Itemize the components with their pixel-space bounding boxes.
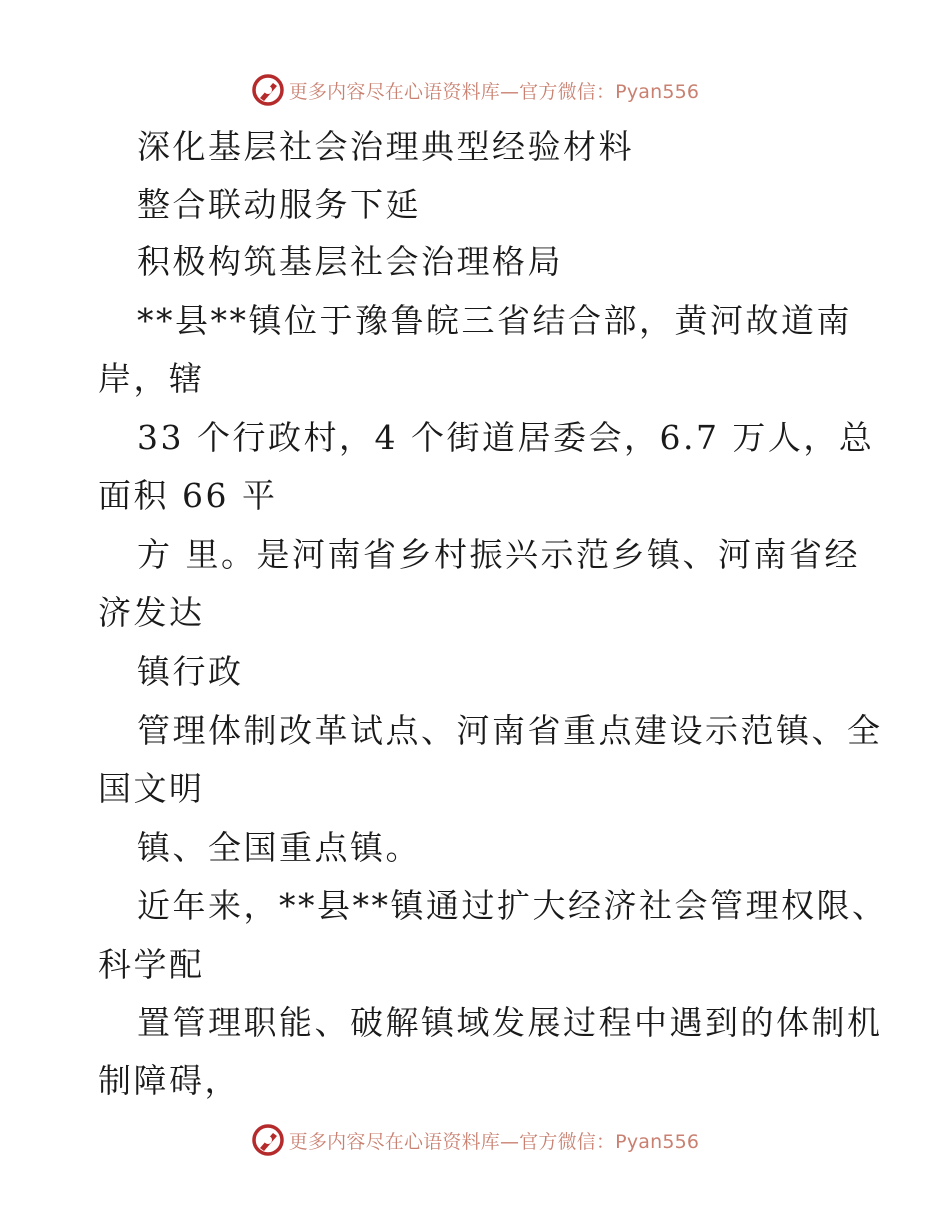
paragraph-line: 岸，辖	[98, 359, 205, 398]
paragraph-line: 镇、全国重点镇。	[137, 828, 421, 867]
paragraph-line: 管理体制改革试点、河南省重点建设示范镇、全	[137, 711, 883, 750]
paragraph-line: 科学配	[98, 945, 205, 984]
paragraph-line: 置管理职能、破解镇域发展过程中遇到的体制机	[137, 1003, 883, 1042]
paragraph-line: 济发达	[98, 593, 205, 632]
paragraph-line: **县**镇位于豫鲁皖三省结合部，黄河故道南	[137, 301, 852, 340]
doc-title: 深化基层社会治理典型经验材料	[137, 127, 634, 166]
paragraph-line: 镇行政	[137, 652, 244, 691]
footer-watermark	[0, 1120, 950, 1160]
paragraph-line: 33 个行政村，4 个街道居委会，6.7 万人，总	[137, 418, 875, 457]
watermark-text: 更多内容尽在心语资料库—官方微信：Pyan556	[288, 1130, 700, 1153]
paragraph-line: 近年来，**县**镇通过扩大经济社会管理权限、	[137, 886, 888, 925]
paragraph-line: 面积 66 平	[98, 476, 278, 515]
watermark-text: 更多内容尽在心语资料库—官方微信：Pyan556	[288, 80, 700, 103]
paragraph-line: 国文明	[98, 769, 205, 808]
paragraph-line: 方 里。是河南省乡村振兴示范乡镇、河南省经	[137, 535, 860, 574]
doc-subtitle-1: 整合联动服务下延	[137, 185, 421, 224]
doc-subtitle-2: 积极构筑基层社会治理格局	[137, 242, 563, 281]
red-circle-pen-logo-icon	[251, 1123, 285, 1157]
paragraph-line: 制障碍，	[98, 1061, 240, 1100]
